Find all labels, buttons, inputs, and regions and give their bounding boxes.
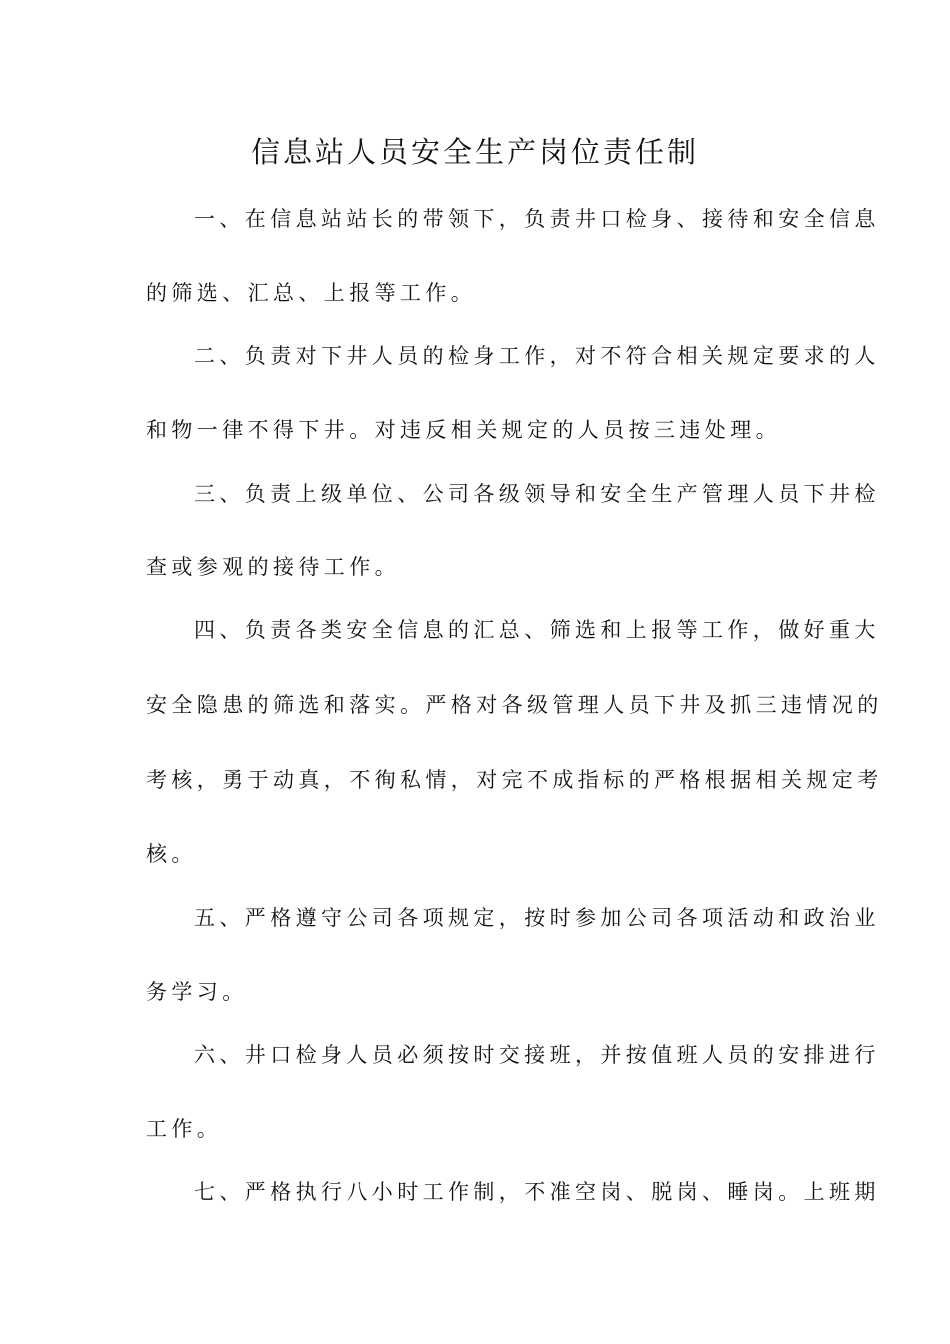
paragraph-line: 三、负责上级单位、公司各级领导和安全生产管理人员下井检	[194, 482, 880, 506]
paragraph-line: 四、负责各类安全信息的汇总、筛选和上报等工作，做好重大	[194, 618, 880, 642]
paragraph-line: 考核，勇于动真，不徇私情，对完不成指标的严格根据相关规定考	[146, 768, 883, 792]
paragraph-line: 和物一律不得下井。对违反相关规定的人员按三违处理。	[146, 418, 781, 442]
paragraph-line: 核。	[146, 842, 197, 866]
paragraph-line: 七、严格执行八小时工作制，不准空岗、脱岗、睡岗。上班期	[194, 1180, 880, 1204]
paragraph-line: 一、在信息站站长的带领下，负责井口检身、接待和安全信息	[194, 207, 880, 231]
paragraph-line: 查或参观的接待工作。	[146, 555, 400, 579]
paragraph-line: 五、严格遵守公司各项规定，按时参加公司各项活动和政治业	[194, 906, 880, 930]
paragraph-line: 二、负责对下井人员的检身工作，对不符合相关规定要求的人	[194, 344, 880, 368]
paragraph-line: 六、井口检身人员必须按时交接班，并按值班人员的安排进行	[194, 1043, 880, 1067]
paragraph-line: 工作。	[146, 1117, 223, 1141]
document-title: 信息站人员安全生产岗位责任制	[250, 135, 699, 169]
paragraph-line: 的筛选、汇总、上报等工作。	[146, 281, 477, 305]
paragraph-line: 安全隐患的筛选和落实。严格对各级管理人员下井及抓三违情况的	[146, 693, 883, 717]
paragraph-line: 务学习。	[146, 980, 248, 1004]
